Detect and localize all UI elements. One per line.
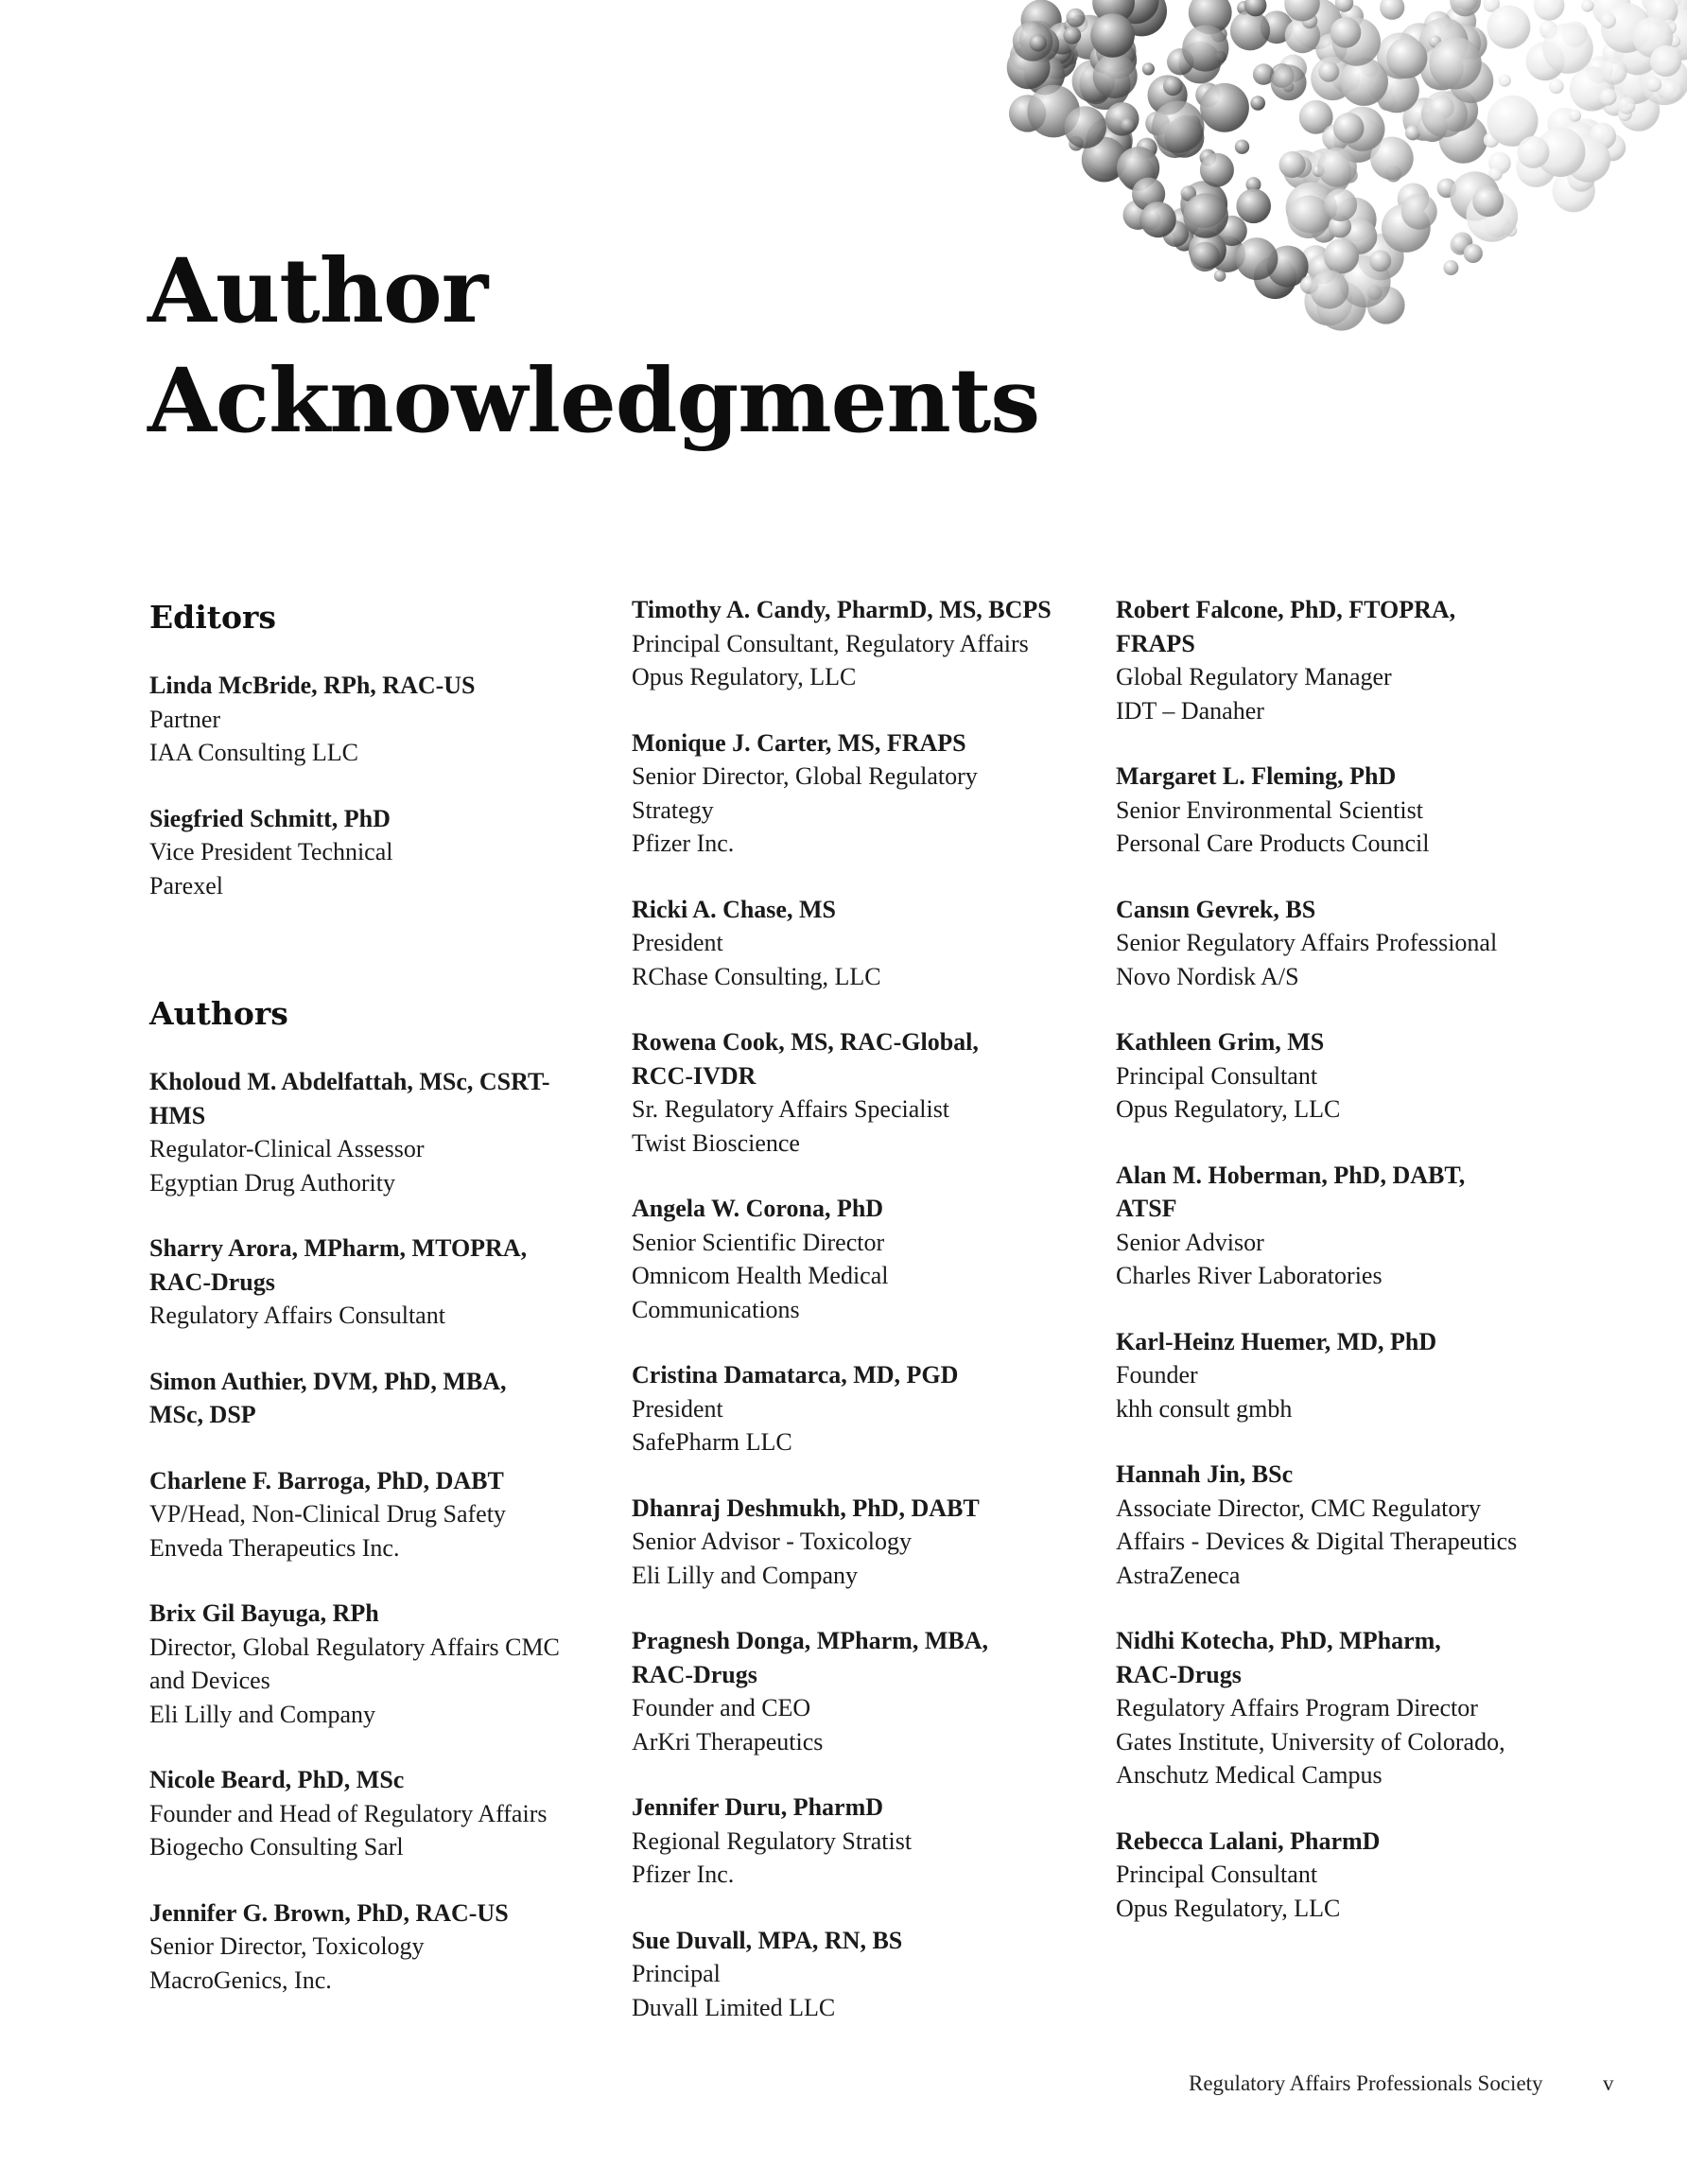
- contributor-name: Alan M. Hoberman, PhD, DABT,: [1116, 1161, 1466, 1189]
- bubble: [1093, 54, 1138, 98]
- contributor-detail: Principal Consultant, Regulatory Affairs: [632, 629, 1029, 657]
- bubble: [1105, 102, 1139, 136]
- contributor-entry: [149, 1597, 594, 1731]
- contributor-detail: Affairs - Devices & Digital Therapeutics: [1116, 1528, 1518, 1555]
- contributor-name: FRAPS: [1116, 629, 1195, 657]
- authors-heading: Authors: [149, 995, 288, 1032]
- bubble: [1183, 193, 1228, 238]
- contributor-name: ATSF: [1116, 1195, 1177, 1222]
- bubble: [1287, 196, 1330, 239]
- contributor-entry: [149, 669, 594, 770]
- bubble: [1333, 113, 1365, 144]
- contributor-detail: ArKri Therapeutics: [632, 1727, 824, 1756]
- bubble: [1142, 62, 1155, 75]
- footer-organization: Regulatory Affairs Professionals Society: [1189, 2071, 1543, 2095]
- contributor-name: Brix Gil Bayuga, RPh: [149, 1599, 379, 1627]
- contributor-entry: [632, 893, 1076, 994]
- contributor-entry: [149, 1896, 594, 1998]
- contributor-detail: Charles River Laboratories: [1116, 1262, 1383, 1289]
- contributor-detail: AstraZeneca: [1116, 1561, 1241, 1589]
- bubble: [1152, 101, 1204, 153]
- bubble: [1401, 194, 1437, 230]
- bubble: [1140, 201, 1176, 237]
- contributor-detail: Egyptian Drug Authority: [149, 1168, 395, 1197]
- bubble: [1310, 271, 1348, 309]
- bubble: [1200, 83, 1249, 132]
- contributor-entry: [632, 1025, 1076, 1160]
- contributor-detail: Sr. Regulatory Affairs Specialist: [632, 1095, 950, 1123]
- contributor-name: RAC-Drugs: [632, 1660, 757, 1688]
- contributor-detail: Pfizer Inc.: [632, 1861, 735, 1888]
- contributor-entry: [1116, 593, 1560, 727]
- contributor-detail: Principal Consultant: [1116, 1861, 1318, 1888]
- column-2: [632, 593, 1076, 2056]
- bubble: [1236, 237, 1278, 280]
- contributor-entry: [632, 1624, 1076, 1758]
- contributor-name: Nidhi Kotecha, PhD, MPharm,: [1116, 1627, 1441, 1654]
- contributor-name: Linda McBride, RPh, RAC-US: [149, 672, 476, 699]
- contributor-detail: Opus Regulatory, LLC: [1116, 1095, 1341, 1123]
- contributor-name: HMS: [149, 1101, 206, 1129]
- bubble: [1549, 79, 1564, 94]
- contributor-entry: [632, 1791, 1076, 1892]
- contributor-detail: Parexel: [149, 871, 223, 900]
- contributor-detail: Founder and Head of Regulatory Affairs: [149, 1799, 548, 1827]
- bubble: [1386, 38, 1427, 79]
- page-title-line-1: Author: [148, 239, 488, 343]
- contributor-name: Siegfried Schmitt, PhD: [149, 804, 391, 832]
- bubble-decoration-image: [1006, 0, 1687, 341]
- bubble: [1429, 37, 1481, 89]
- contributor-entry: [149, 1365, 594, 1432]
- contributor-entry: [149, 1763, 594, 1864]
- contributor-detail: Gates Institute, University of Colorado,: [1116, 1727, 1505, 1756]
- contributor-detail: Partner: [149, 705, 221, 733]
- contributor-detail: SafePharm LLC: [632, 1428, 792, 1456]
- contributor-entry: [632, 726, 1076, 861]
- contributor-name: Hannah Jin, BSc: [1116, 1460, 1294, 1488]
- contributor-detail: Regulatory Affairs Program Director: [1116, 1694, 1478, 1721]
- contributor-detail: Duvall Limited LLC: [632, 1993, 836, 2021]
- contributor-detail: Founder: [1116, 1361, 1198, 1389]
- contributor-detail: Omnicom Health Medical: [632, 1262, 889, 1289]
- contributor-entry: [1116, 1624, 1560, 1792]
- bubble: [1443, 260, 1458, 275]
- contributor-entry: [632, 1924, 1076, 2025]
- page-title-line-2: Acknowledgments: [148, 349, 1040, 453]
- contributor-entry: [632, 593, 1076, 694]
- bubble: [1064, 106, 1106, 149]
- bubble: [1279, 151, 1306, 178]
- contributor-entry: [1116, 893, 1560, 994]
- contributor-entry: [1116, 1825, 1560, 1926]
- bubble: [1369, 250, 1391, 271]
- contributor-entry: [1116, 1458, 1560, 1592]
- bubble: [1163, 77, 1183, 96]
- contributor-name: Jennifer G. Brown, PhD, RAC-US: [149, 1898, 509, 1927]
- bubble: [1380, 0, 1404, 20]
- contributor-name: MSc, DSP: [149, 1401, 256, 1428]
- contributor-name: Cristina Damatarca, MD, PGD: [632, 1361, 959, 1389]
- contributor-detail: Novo Nordisk A/S: [1116, 962, 1299, 990]
- contributor-name: Simon Authier, DVM, PhD, MBA,: [149, 1367, 507, 1395]
- contributor-name: Rebecca Lalani, PharmD: [1116, 1826, 1381, 1855]
- bubble: [1191, 242, 1220, 271]
- contributor-detail: Senior Advisor - Toxicology: [632, 1528, 912, 1555]
- contributor-name: Margaret L. Fleming, PhD: [1116, 762, 1397, 790]
- contributor-detail: Anschutz Medical Campus: [1116, 1761, 1383, 1789]
- contributor-detail: Communications: [632, 1295, 800, 1323]
- bubble: [1581, 0, 1593, 12]
- bubble: [1464, 244, 1483, 263]
- bubble: [1487, 6, 1530, 49]
- bubble: [1318, 61, 1339, 82]
- contributor-name: Sharry Arora, MPharm, MTOPRA,: [149, 1234, 528, 1262]
- contributor-detail: President: [632, 929, 723, 956]
- bubble: [1499, 75, 1511, 87]
- bubble: [1472, 185, 1504, 217]
- authors-list-column-3: [1116, 593, 1560, 1925]
- contributor-detail: Personal Care Products Council: [1116, 830, 1430, 857]
- contributor-detail: Senior Scientific Director: [632, 1228, 885, 1256]
- contributor-detail: Twist Bioscience: [632, 1128, 800, 1157]
- bubble: [1236, 189, 1271, 224]
- bubble: [1235, 140, 1249, 154]
- contributor-detail: RChase Consulting, LLC: [632, 962, 881, 990]
- contributor-name: Robert Falcone, PhD, FTOPRA,: [1116, 596, 1456, 623]
- contributor-detail: Director, Global Regulatory Affairs CMC: [149, 1633, 560, 1661]
- bubble: [1534, 0, 1565, 21]
- bubble: [1600, 89, 1617, 106]
- bubble: [1324, 188, 1357, 221]
- contributor-detail: Enveda Therapeutics Inc.: [149, 1533, 400, 1562]
- contributor-detail: Pfizer Inc.: [632, 830, 735, 857]
- contributor-detail: Regulator-Clinical Assessor: [149, 1135, 425, 1162]
- bubble: [1090, 13, 1135, 58]
- contributor-detail: Principal: [632, 1960, 721, 1987]
- contributor-name: Nicole Beard, PhD, MSc: [149, 1766, 405, 1793]
- contributor-name: Rowena Cook, MS, RAC-Global,: [632, 1028, 979, 1056]
- contributor-detail: Associate Director, CMC Regulatory: [1116, 1494, 1481, 1522]
- contributor-entry: [1116, 1159, 1560, 1293]
- bubble: [1324, 238, 1359, 273]
- contributor-entry: [1116, 1025, 1560, 1127]
- bubble: [1230, 10, 1270, 50]
- contributor-entry: [632, 1192, 1076, 1326]
- bubble: [1030, 34, 1047, 51]
- contributor-name: RAC-Drugs: [149, 1267, 275, 1296]
- bubble: [1600, 12, 1616, 28]
- contributor-name: Angela W. Corona, PhD: [632, 1195, 884, 1222]
- contributor-name: Cansın Gevrek, BS: [1116, 895, 1316, 923]
- contributor-detail: Senior Regulatory Affairs Professional: [1116, 929, 1498, 956]
- contributor-detail: VP/Head, Non-Clinical Drug Safety: [149, 1500, 506, 1528]
- contributor-name: RCC-IVDR: [632, 1061, 757, 1090]
- contributor-detail: IAA Consulting LLC: [149, 739, 359, 766]
- contributor-detail: Senior Director, Toxicology: [149, 1932, 425, 1960]
- bubble: [1542, 24, 1592, 74]
- contributor-detail: President: [632, 1394, 723, 1423]
- contributor-detail: Founder and CEO: [632, 1694, 811, 1721]
- contributor-detail: Opus Regulatory, LLC: [632, 663, 857, 690]
- contributor-detail: Senior Advisor: [1116, 1228, 1264, 1256]
- bubble: [1340, 58, 1388, 106]
- bubble: [1330, 17, 1362, 48]
- contributor-entry: [149, 1464, 594, 1565]
- contributor-detail: Eli Lilly and Company: [149, 1700, 376, 1728]
- bubble: [1646, 77, 1661, 92]
- contributor-detail: Regulatory Affairs Consultant: [149, 1302, 445, 1329]
- contributor-detail: Principal Consultant: [1116, 1061, 1318, 1090]
- bubble: [1650, 45, 1681, 77]
- contributor-name: Kholoud M. Abdelfattah, MSc, CSRT-: [149, 1068, 550, 1095]
- contributor-detail: Eli Lilly and Company: [632, 1561, 859, 1589]
- contributor-name: Dhanraj Deshmukh, PhD, DABT: [632, 1494, 980, 1522]
- contributor-detail: Senior Director, Global Regulatory: [632, 762, 978, 790]
- contributor-name: Jennifer Duru, PharmD: [632, 1793, 884, 1821]
- bubble: [1063, 26, 1081, 44]
- authors-list-column-2: [632, 593, 1076, 2024]
- contributor-name: Charlene F. Barroga, PhD, DABT: [149, 1466, 504, 1494]
- bubble: [1121, 117, 1137, 133]
- contributor-entry: [149, 802, 594, 903]
- contributor-name: Timothy A. Candy, PharmD, MS, BCPS: [632, 596, 1052, 623]
- contributor-name: Kathleen Grim, MS: [1116, 1028, 1325, 1056]
- column-3: [1116, 593, 1560, 1957]
- contributor-entry: [149, 1232, 594, 1333]
- bubble: [1601, 59, 1627, 85]
- bubble: [1200, 153, 1234, 187]
- contributor-detail: IDT – Danaher: [1116, 696, 1264, 725]
- contributor-name: Karl-Heinz Huemer, MD, PhD: [1116, 1327, 1437, 1355]
- contributor-detail: Strategy: [632, 795, 714, 824]
- bubble: [1317, 148, 1357, 187]
- contributor-name: RAC-Drugs: [1116, 1660, 1242, 1688]
- contributor-name: Ricki A. Chase, MS: [632, 895, 836, 923]
- editors-list: [149, 669, 594, 902]
- bubble: [1271, 64, 1307, 100]
- authors-list-column-1: [149, 1065, 594, 1997]
- column-1: [149, 591, 594, 2029]
- contributor-detail: khh consult gmbh: [1116, 1394, 1293, 1423]
- contributor-detail: Vice President Technical: [149, 838, 393, 865]
- contributor-entry: [632, 1492, 1076, 1593]
- contributor-detail: Biogecho Consulting Sarl: [149, 1833, 404, 1861]
- contributor-entry: [632, 1358, 1076, 1459]
- contributor-entry: [149, 1065, 594, 1199]
- contributor-entry: [1116, 1325, 1560, 1426]
- bubble: [1066, 9, 1085, 27]
- contributor-name: Sue Duvall, MPA, RN, BS: [632, 1926, 903, 1954]
- bubble: [1569, 110, 1581, 122]
- bubble: [1618, 97, 1635, 114]
- contributor-name: Pragnesh Donga, MPharm, MBA,: [632, 1627, 988, 1654]
- contributor-name: Monique J. Carter, MS, FRAPS: [632, 728, 966, 757]
- contributor-detail: and Devices: [149, 1667, 270, 1694]
- contributor-entry: [1116, 760, 1560, 861]
- bubble: [1182, 25, 1228, 71]
- bubble: [1214, 270, 1226, 282]
- bubble: [1661, 79, 1683, 102]
- bubble: [1250, 96, 1265, 111]
- page-number: v: [1603, 2071, 1614, 2095]
- editors-heading: Editors: [149, 599, 276, 636]
- contributor-detail: MacroGenics, Inc.: [149, 1966, 332, 1994]
- contributor-detail: Global Regulatory Manager: [1116, 663, 1392, 690]
- contributor-detail: Opus Regulatory, LLC: [1116, 1894, 1341, 1922]
- contributor-detail: Senior Environmental Scientist: [1116, 795, 1423, 824]
- bubble: [1518, 136, 1550, 168]
- page-title: [148, 236, 1039, 456]
- contributor-detail: Regional Regulatory Stratist: [632, 1826, 913, 1855]
